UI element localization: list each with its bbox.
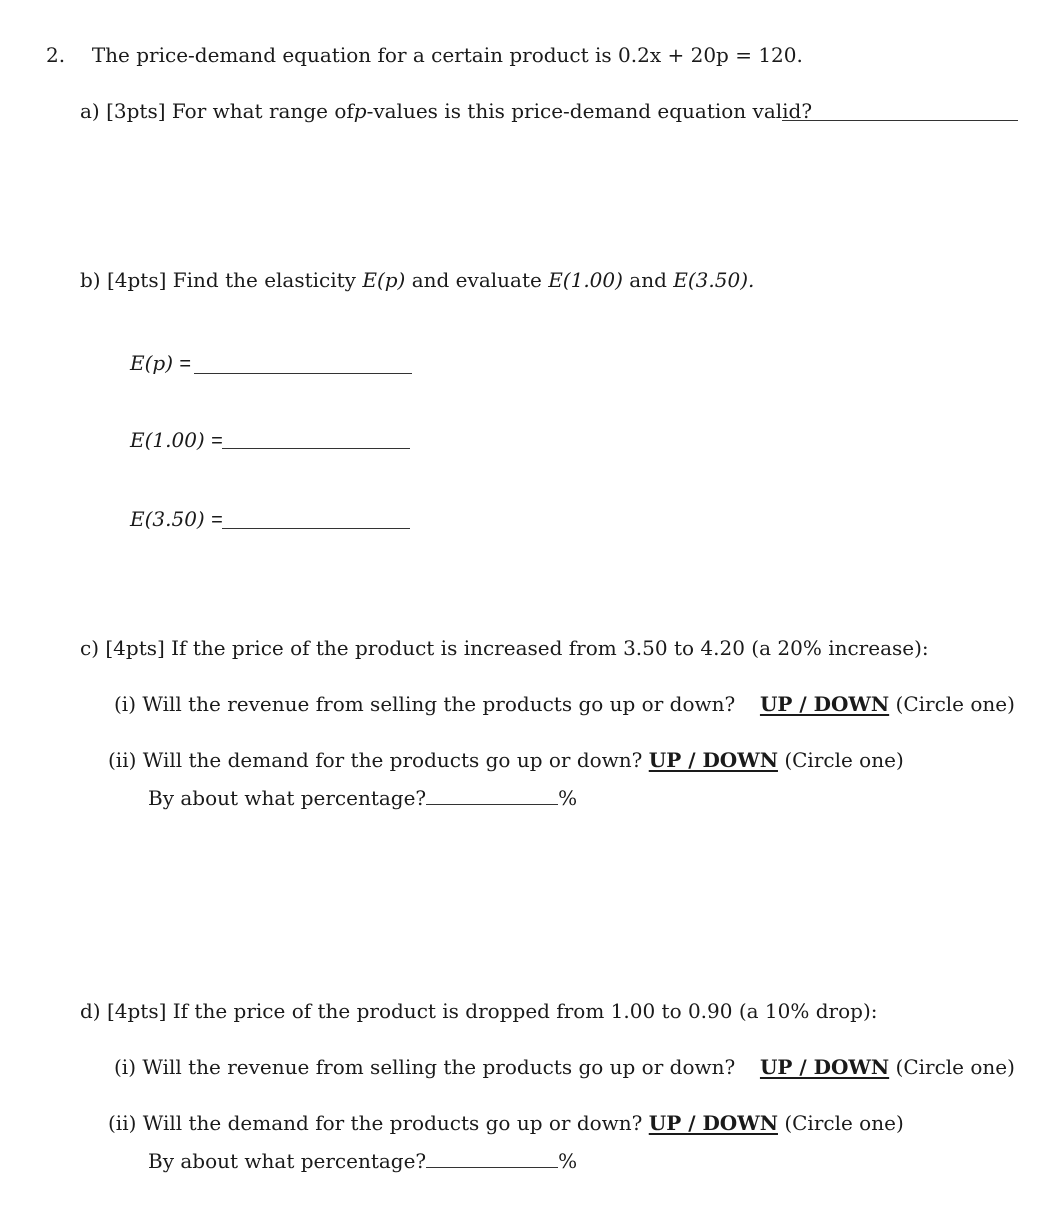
part-b-label: b) [4pts] (80, 268, 167, 292)
part-b-e1: E(1.00) (548, 268, 623, 292)
e100-equals: = (211, 430, 223, 452)
part-d-q1-text: Will the revenue from selling the products go up or down? (142, 1055, 736, 1079)
part-c-q1-num: (i) (114, 692, 137, 716)
question-header (46, 42, 803, 68)
e350-answer-blank[interactable] (222, 510, 410, 529)
part-a-variable: p (353, 99, 367, 123)
part-c-pct-sign: % (558, 786, 578, 810)
part-b-fn: E(p) (362, 268, 406, 292)
ep-answer-blank[interactable] (194, 355, 412, 374)
part-d-pct-blank[interactable] (426, 1149, 558, 1168)
part-d-prompt (80, 998, 878, 1024)
part-d-q2-text: Will the demand for the products go up or down? (142, 1111, 643, 1135)
part-d-q2-suffix: (Circle one) (784, 1111, 904, 1135)
part-c-q2-choice[interactable]: UP / DOWN (648, 748, 778, 772)
part-c-q1-text: Will the revenue from selling the products go up or down? (142, 692, 736, 716)
part-c-q2-suffix: (Circle one) (784, 748, 904, 772)
question-stem: The price-demand equation for a certain product is (91, 43, 612, 67)
question-number: 2. (46, 43, 66, 67)
part-d-q2-num: (ii) (108, 1111, 137, 1135)
part-a-text-after: -values is this price-demand equation valid? (366, 99, 813, 123)
part-c-pct-line (148, 785, 577, 811)
part-c-q1 (114, 691, 1015, 717)
part-d-q1-num: (i) (114, 1055, 137, 1079)
part-b-prompt (80, 267, 754, 293)
price-demand-equation: 0.2x + 20p = 120. (618, 43, 803, 67)
part-b-and: and (629, 268, 667, 292)
part-d-label: d) [4pts] (80, 999, 167, 1023)
part-d-pct-sign: % (558, 1149, 578, 1173)
ep-answer-line (130, 350, 191, 377)
part-c-q2 (108, 747, 904, 773)
part-d-q1-choice[interactable]: UP / DOWN (759, 1055, 890, 1079)
part-c-prompt (80, 635, 929, 661)
part-b-e2: E(3.50). (673, 268, 755, 292)
ep-lhs: E(p) (130, 351, 174, 375)
part-c-q2-num: (ii) (108, 748, 137, 772)
part-b-text: Find the elasticity (172, 268, 356, 292)
e350-lhs: E(3.50) (130, 507, 205, 531)
part-c-pct-blank[interactable] (426, 786, 558, 805)
e350-equals: = (211, 509, 223, 531)
part-d-q1-suffix: (Circle one) (895, 1055, 1015, 1079)
part-a-label: a) [3pts] (80, 99, 166, 123)
part-a-answer-blank[interactable] (782, 102, 1018, 121)
e100-answer-line (130, 427, 223, 454)
part-d-text: If the price of the product is dropped from 1.00 to 0.90 (a 10% drop): (172, 999, 878, 1023)
part-d-q2-choice[interactable]: UP / DOWN (648, 1111, 778, 1135)
e100-lhs: E(1.00) (130, 428, 205, 452)
part-c-text: If the price of the product is increased from 3.50 to 4.20 (a 20% increase): (171, 636, 929, 660)
part-d-q1 (114, 1054, 1015, 1080)
part-c-pct-text: By about what percentage? (148, 786, 427, 810)
e350-answer-line (130, 506, 223, 533)
e100-answer-blank[interactable] (222, 430, 410, 449)
part-a-text-before: For what range of (171, 99, 354, 123)
part-d-pct-line (148, 1148, 577, 1174)
part-c-q1-choice[interactable]: UP / DOWN (759, 692, 890, 716)
part-d-pct-text: By about what percentage? (148, 1149, 427, 1173)
part-b-and-evaluate: and evaluate (411, 268, 542, 292)
part-c-label: c) [4pts] (80, 636, 165, 660)
ep-equals: = (179, 353, 192, 375)
part-c-q2-text: Will the demand for the products go up or down? (142, 748, 643, 772)
part-d-q2 (108, 1110, 904, 1136)
part-c-q1-suffix: (Circle one) (895, 692, 1015, 716)
part-a-prompt (80, 98, 812, 124)
